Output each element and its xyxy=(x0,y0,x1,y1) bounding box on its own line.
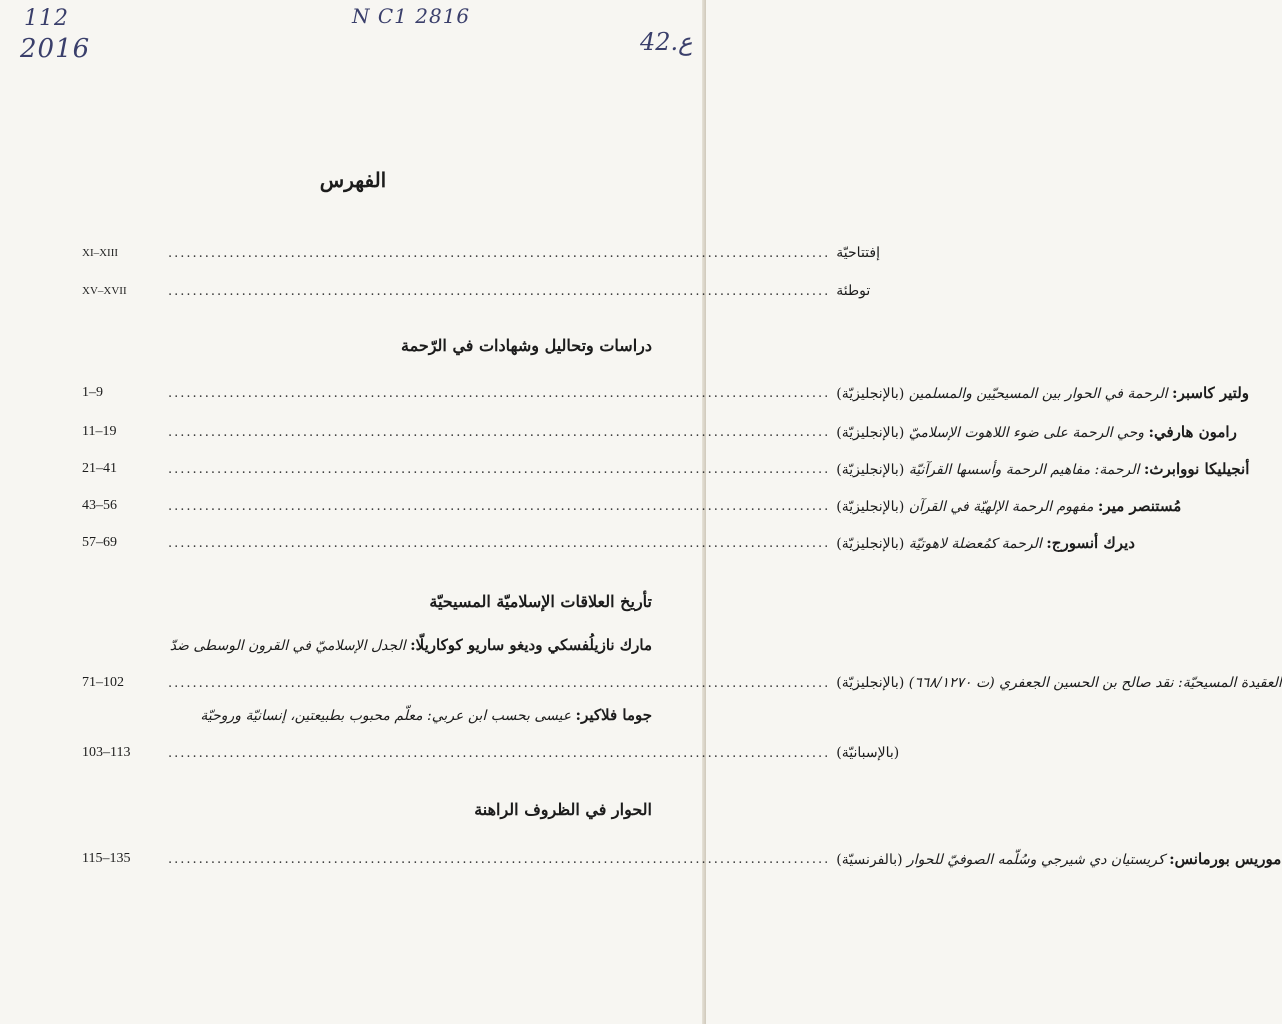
entry-language: (بالإنجليزيّة) xyxy=(836,462,905,478)
entry-work: العقيدة المسيحيّة: نقد صالح بن الحسين الجعفري (ت ٦٦٨/١٢٧٠) xyxy=(908,675,1282,691)
page-range: 57–69 xyxy=(82,535,117,550)
entry-work: كريستيان دي شيرجي وسُلّمه الصوفيّ للحوار xyxy=(907,852,1165,868)
toc-row xyxy=(82,846,1282,872)
entry-work: الجدل الإسلاميّ في القرون الوسطى ضدّ xyxy=(169,638,406,654)
entry-language: (بالإنجليزيّة) xyxy=(836,536,905,552)
entry-author: جوما فلاكير: xyxy=(575,706,652,724)
toc-row-preface xyxy=(82,278,871,304)
entry-text xyxy=(836,384,1249,402)
leader-dots: ............................................................................................................ xyxy=(168,245,831,261)
entry-language: (بالإنجليزيّة) xyxy=(836,499,905,515)
entry-work: الرحمة في الحوار بين المسيحيّين والمسلمين xyxy=(908,386,1168,402)
entry-language: (بالفرنسيّة) xyxy=(836,852,903,868)
leader-dots: ............................................................................................................ xyxy=(168,385,831,401)
entry-text xyxy=(836,534,1135,552)
toc-row xyxy=(82,493,1182,519)
page-range: 43–56 xyxy=(82,498,117,513)
section-heading-dialogue: الحوار في الظروف الراهنة xyxy=(474,800,652,819)
handwritten-shelf-mark: 42.ع xyxy=(640,28,693,56)
entry-text xyxy=(836,850,1281,868)
leader-dots: ............................................................................................................ xyxy=(168,745,831,761)
page-range: 71–102 xyxy=(82,675,124,690)
entry-work: عيسى بحسب ابن عربي: معلّم محبوب بطبيعتين، إنسانيّة وروحيّة xyxy=(200,708,572,724)
entry-text xyxy=(836,460,1249,478)
leader-dots: ............................................................................................................ xyxy=(168,851,831,867)
toc-row xyxy=(82,530,1135,556)
entry-line xyxy=(82,636,652,654)
leader-dots: ............................................................................................................ xyxy=(168,283,831,299)
entry-language: (بالإنجليزيّة) xyxy=(836,425,905,441)
page-range: XV–XVII xyxy=(82,285,127,297)
toc-row xyxy=(82,380,1250,406)
toc-row xyxy=(82,740,900,766)
leader-dots: ............................................................................................................ xyxy=(168,424,831,440)
page-range: 11–19 xyxy=(82,424,117,439)
entry-title: إفتتاحيّة xyxy=(836,245,880,261)
entry-text xyxy=(836,423,1237,441)
toc-row xyxy=(82,456,1250,482)
entry-author: مارك نازيلُفسكي وديغو ساريو كوكاريلّا: xyxy=(410,636,652,654)
leader-dots: ............................................................................................................ xyxy=(168,535,831,551)
handwritten-year: 2016 xyxy=(20,34,91,64)
entry-work: الرحمة: مفاهيم الرحمة وأسسها القرآنيّة xyxy=(908,462,1140,478)
page-range: 1–9 xyxy=(82,385,103,400)
entry-work: الرحمة كمُعضلة لاهوتيّة xyxy=(908,536,1042,552)
section-heading-studies: دراسات وتحاليل وشهادات في الرّحمة xyxy=(401,336,652,355)
entry-author: ديرك أنسورج: xyxy=(1046,534,1135,552)
entry-title: توطئة xyxy=(836,283,871,299)
entry-language: (بالإنجليزيّة) xyxy=(836,675,905,691)
leader-dots: ............................................................................................................ xyxy=(168,461,831,477)
page-range: 115–135 xyxy=(82,851,131,866)
entry-text xyxy=(836,675,1281,691)
handwritten-catalog-code: N C1 2816 xyxy=(352,4,471,28)
entry-author: مُستنصر مير: xyxy=(1097,497,1182,515)
entry-line xyxy=(82,706,652,724)
entry-text xyxy=(836,497,1181,515)
leader-dots: ............................................................................................................ xyxy=(168,498,831,514)
entry-language: (بالإسبانيّة) xyxy=(836,745,900,761)
entry-work: مفهوم الرحمة الإلهيّة في القرآن xyxy=(908,499,1094,515)
entry-author: موريس بورمانس: xyxy=(1169,850,1282,868)
entry-language: (بالإنجليزيّة) xyxy=(836,386,905,402)
handwritten-number: 112 xyxy=(24,6,69,31)
toc-row xyxy=(82,419,1237,445)
page-range: XI–XIII xyxy=(82,247,119,259)
entry-author: أنجيليكا نووابرث: xyxy=(1143,460,1250,478)
section-heading-history: تأريخ العلاقات الإسلاميّة المسيحيّة xyxy=(429,592,652,611)
page-range: 21–41 xyxy=(82,461,117,476)
entry-author: ولتير كاسبر: xyxy=(1172,384,1250,402)
entry-author: رامون هارفي: xyxy=(1148,423,1237,441)
page-title: الفهرس xyxy=(319,168,387,192)
page-range: 103–113 xyxy=(82,745,131,760)
toc-row-foreword xyxy=(82,240,880,266)
toc-row xyxy=(82,670,1282,696)
leader-dots: ............................................................................................................ xyxy=(168,675,831,691)
entry-work: وحي الرحمة على ضوء اللاهوت الإسلاميّ xyxy=(908,425,1145,441)
